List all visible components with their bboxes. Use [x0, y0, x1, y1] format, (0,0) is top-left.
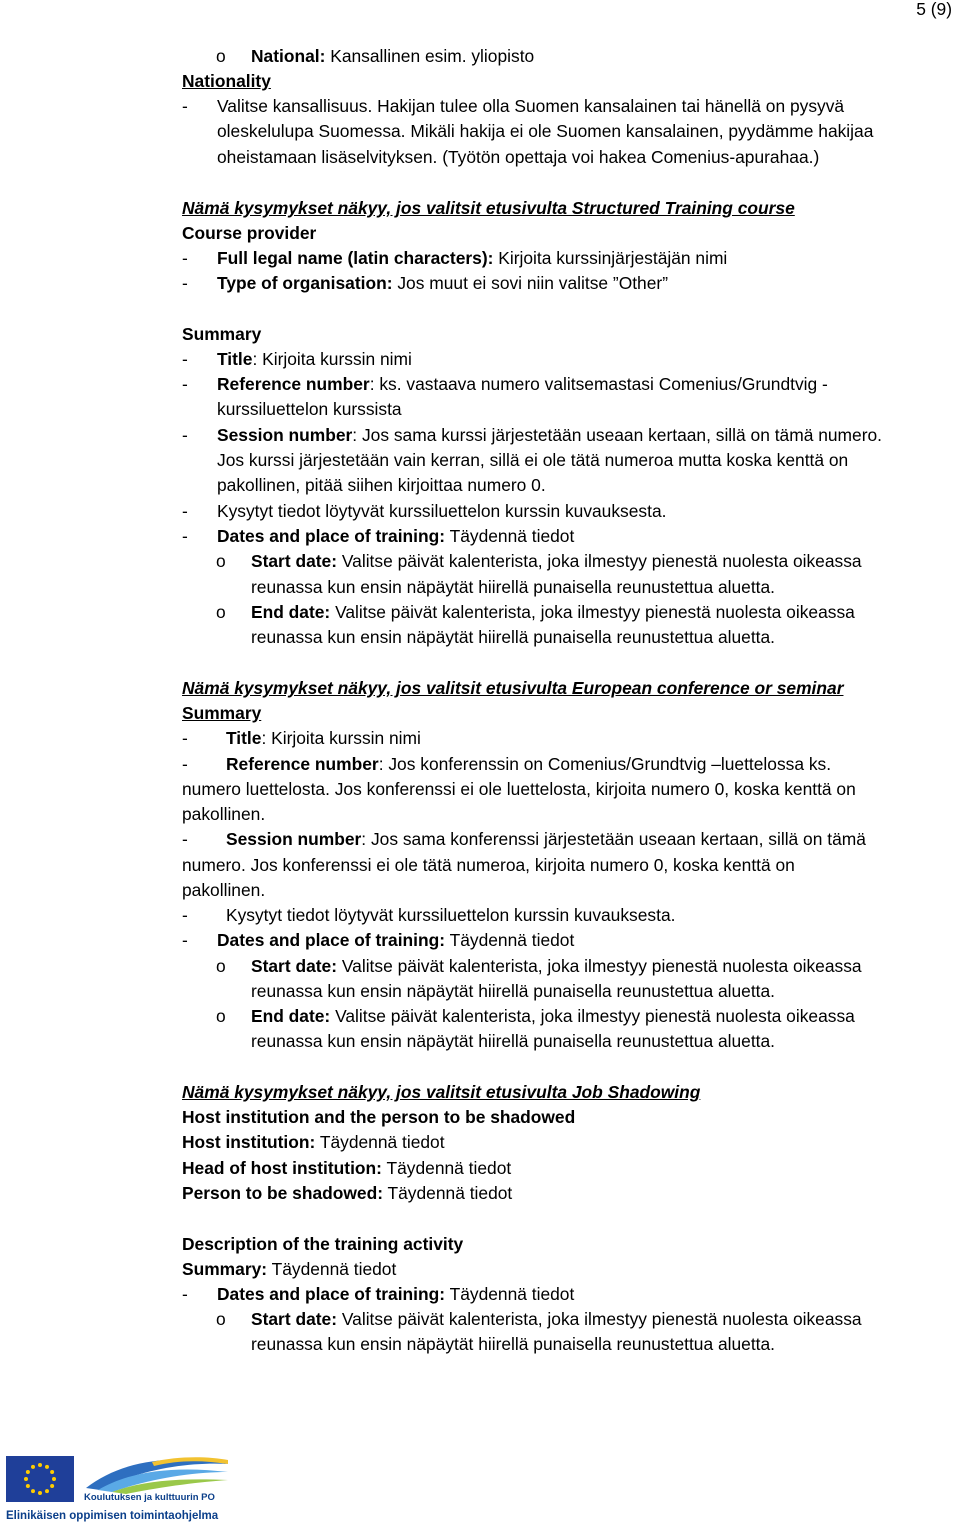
description-label: Description of the training activity [182, 1234, 464, 1254]
bullet: o [216, 551, 226, 571]
eu-star-icon [50, 1470, 54, 1474]
conf-title-label: Title [226, 728, 262, 748]
conf-start-date-line [251, 954, 862, 979]
title-line [217, 347, 412, 372]
session-cont-2: pakollinen, pitää siihen kirjoittaa numero 0. [217, 475, 546, 495]
conf-title-text: : Kirjoita kurssin nimi [261, 728, 421, 748]
dash: - [182, 501, 188, 521]
conf-reference-cont-1: numero luettelosta. Jos konferenssi ei ole luettelosta, kirjoita numero 0, koska kenttä on [182, 779, 856, 799]
bullet: o [216, 46, 226, 66]
conf-reference-text: : Jos konferenssin on Comenius/Grundtvig –luettelossa ks. [378, 754, 832, 774]
eu-star-icon [31, 1465, 35, 1469]
course-provider-heading [182, 221, 316, 246]
session-text: : Jos sama kurssi järjestetään useaan kertaan, sillä on tämä numero. [352, 425, 883, 445]
shadow-dates-text: Täydennä tiedot [445, 1284, 575, 1304]
logo-line-1: Koulutuksen ja kulttuurin PO [84, 1492, 215, 1503]
dash: - [182, 905, 188, 925]
conf-session-line [226, 827, 866, 852]
shadow-dates-line [217, 1282, 574, 1307]
eu-star-icon [50, 1484, 54, 1488]
shadow-start-date-line [251, 1307, 862, 1332]
dash: - [182, 248, 188, 268]
reference-line [217, 372, 828, 397]
session-cont-1: Jos kurssi järjestetään vain kerran, sillä ei ole tätä numeroa mutta koska kenttä on [217, 450, 849, 470]
conf-session-cont-2: pakollinen. [182, 880, 266, 900]
person-text: Täydennä tiedot [383, 1183, 513, 1203]
conf-end-date-label: End date: [251, 1006, 331, 1026]
logo-line-2: Elinikäisen oppimisen toimintaohjelma [6, 1510, 219, 1522]
dates-label: Dates and place of training: [217, 526, 446, 546]
national-line [251, 44, 534, 69]
eu-star-icon [24, 1477, 28, 1481]
legal-name-label: Full legal name (latin characters): [217, 248, 494, 268]
structured-heading: Nämä kysymykset näkyy, jos valitsit etusivulta Structured Training course [182, 198, 795, 218]
national-text: Kansallinen esim. yliopisto [325, 46, 535, 66]
conf-dates-text: Täydennä tiedot [445, 930, 575, 950]
shadow-start-date-cont: reunassa kun ensin näpäytät hiirellä punaisella reunustettua aluetta. [251, 1334, 776, 1354]
conf-title-line [226, 726, 421, 751]
eu-star-icon [31, 1489, 35, 1493]
conf-session-cont-1: numero. Jos konferenssi ei ole tätä numeroa, kirjoita numero 0, koska kenttä on [182, 855, 795, 875]
nationality-line-1: Valitse kansallisuus. Hakijan tulee olla Suomen kansalainen tai hänellä on pysyvä [217, 96, 845, 116]
end-date-line [251, 600, 855, 625]
host-heading-label: Host institution and the person to be shadowed [182, 1107, 576, 1127]
dates-line [217, 524, 574, 549]
dash: - [182, 728, 188, 748]
conf-start-date-text: Valitse päivät kalenterista, joka ilmestyy pienestä nuolesta oikeassa [337, 956, 862, 976]
bullet: o [216, 956, 226, 976]
title-label: Title [217, 349, 253, 369]
dash: - [182, 96, 188, 116]
start-date-line [251, 549, 862, 574]
nationality-line-2: oleskelulupa Suomessa. Mikäli hakija ei ole Suomen kansalainen, pyydämme hakijaa [217, 121, 874, 141]
person-label: Person to be shadowed: [182, 1183, 383, 1203]
shadow-start-date-text: Valitse päivät kalenterista, joka ilmestyy pienestä nuolesta oikeassa [337, 1309, 862, 1329]
eu-flag-icon [6, 1456, 74, 1502]
head-line [182, 1156, 511, 1181]
start-date-cont: reunassa kun ensin näpäytät hiirellä punaisella reunustettua aluetta. [251, 577, 776, 597]
reference-text: : ks. vastaava numero valitsemastasi Comenius/Grundtvig - [369, 374, 828, 394]
head-label: Head of host institution: [182, 1158, 382, 1178]
shadow-summary-label: Summary: [182, 1259, 268, 1279]
conf-reference-cont-2: pakollinen. [182, 804, 266, 824]
start-date-label: Start date: [251, 551, 338, 571]
legal-name-line [217, 246, 727, 271]
shadow-summary-text: Täydennä tiedot [267, 1259, 397, 1279]
footer-logo [4, 1452, 234, 1527]
course-provider-label: Course provider [182, 223, 317, 243]
conf-session-label: Session number [226, 829, 362, 849]
eu-star-icon [26, 1484, 30, 1488]
eu-star-icon [45, 1489, 49, 1493]
reference-label: Reference number [217, 374, 370, 394]
dash: - [182, 425, 188, 445]
session-label: Session number [217, 425, 353, 445]
org-type-text: Jos muut ei sovi niin valitse ”Other” [392, 273, 668, 293]
description-heading [182, 1232, 463, 1257]
title-text: : Kirjoita kurssin nimi [252, 349, 412, 369]
org-type-line [217, 271, 668, 296]
head-text: Täydennä tiedot [381, 1158, 512, 1178]
conference-summary-heading: Summary [182, 703, 262, 723]
start-date-text: Valitse päivät kalenterista, joka ilmestyy pienestä nuolesta oikeassa [337, 551, 862, 571]
nationality-heading: Nationality [182, 71, 271, 91]
person-line [182, 1181, 512, 1206]
dash: - [182, 526, 188, 546]
reference-cont: kurssiluettelon kurssista [217, 399, 402, 419]
session-line [217, 423, 882, 448]
conf-start-date-label: Start date: [251, 956, 338, 976]
asked-line: Kysytyt tiedot löytyvät kurssiluettelon kurssin kuvauksesta. [217, 501, 667, 521]
dash: - [182, 754, 188, 774]
conf-reference-label: Reference number [226, 754, 379, 774]
summary-heading [182, 322, 261, 347]
dash: - [182, 273, 188, 293]
shadow-start-date-label: Start date: [251, 1309, 338, 1329]
conf-end-date-cont: reunassa kun ensin näpäytät hiirellä punaisella reunustettua aluetta. [251, 1031, 776, 1051]
host-heading [182, 1105, 575, 1130]
eu-star-icon [38, 1463, 42, 1467]
conf-dates-label: Dates and place of training: [217, 930, 446, 950]
conf-end-date-line [251, 1004, 855, 1029]
shadowing-heading: Nämä kysymykset näkyy, jos valitsit etusivulta Job Shadowing [182, 1082, 701, 1102]
conf-end-date-text: Valitse päivät kalenterista, joka ilmestyy pienestä nuolesta oikeassa [330, 1006, 855, 1026]
bullet: o [216, 1006, 226, 1026]
dates-text: Täydennä tiedot [445, 526, 575, 546]
legal-name-text: Kirjoita kurssinjärjestäjän nimi [493, 248, 728, 268]
conf-session-text: : Jos sama konferenssi järjestetään useaan kertaan, sillä on tämä [361, 829, 866, 849]
shadow-summary-line [182, 1257, 396, 1282]
end-date-cont: reunassa kun ensin näpäytät hiirellä punaisella reunustettua aluetta. [251, 627, 776, 647]
bullet: o [216, 602, 226, 622]
national-label: National: [251, 46, 326, 66]
end-date-label: End date: [251, 602, 331, 622]
conference-heading: Nämä kysymykset näkyy, jos valitsit etusivulta European conference or seminar [182, 678, 844, 698]
dash: - [182, 349, 188, 369]
swoosh-logo-icon [82, 1454, 232, 1496]
conf-start-date-cont: reunassa kun ensin näpäytät hiirellä punaisella reunustettua aluetta. [251, 981, 776, 1001]
shadow-dates-label: Dates and place of training: [217, 1284, 446, 1304]
dash: - [182, 930, 188, 950]
bullet: o [216, 1309, 226, 1329]
org-type-label: Type of organisation: [217, 273, 393, 293]
host-text: Täydennä tiedot [315, 1132, 445, 1152]
conf-reference-line [226, 752, 831, 777]
dash: - [182, 829, 188, 849]
nationality-line-3: oheistamaan lisäselvityksen. (Työtön opettaja voi hakea Comenius-apurahaa.) [217, 147, 820, 167]
eu-star-icon [45, 1465, 49, 1469]
host-label: Host institution: [182, 1132, 316, 1152]
dash: - [182, 1284, 188, 1304]
page-number: 5 (9) [916, 0, 952, 19]
conf-dates-line [217, 928, 574, 953]
end-date-text: Valitse päivät kalenterista, joka ilmestyy pienestä nuolesta oikeassa [330, 602, 855, 622]
conf-asked-line: Kysytyt tiedot löytyvät kurssiluettelon kurssin kuvauksesta. [226, 905, 676, 925]
dash: - [182, 374, 188, 394]
summary-label: Summary [182, 324, 262, 344]
host-line [182, 1130, 445, 1155]
eu-star-icon [38, 1491, 42, 1495]
eu-star-icon [52, 1477, 56, 1481]
eu-star-icon [26, 1470, 30, 1474]
